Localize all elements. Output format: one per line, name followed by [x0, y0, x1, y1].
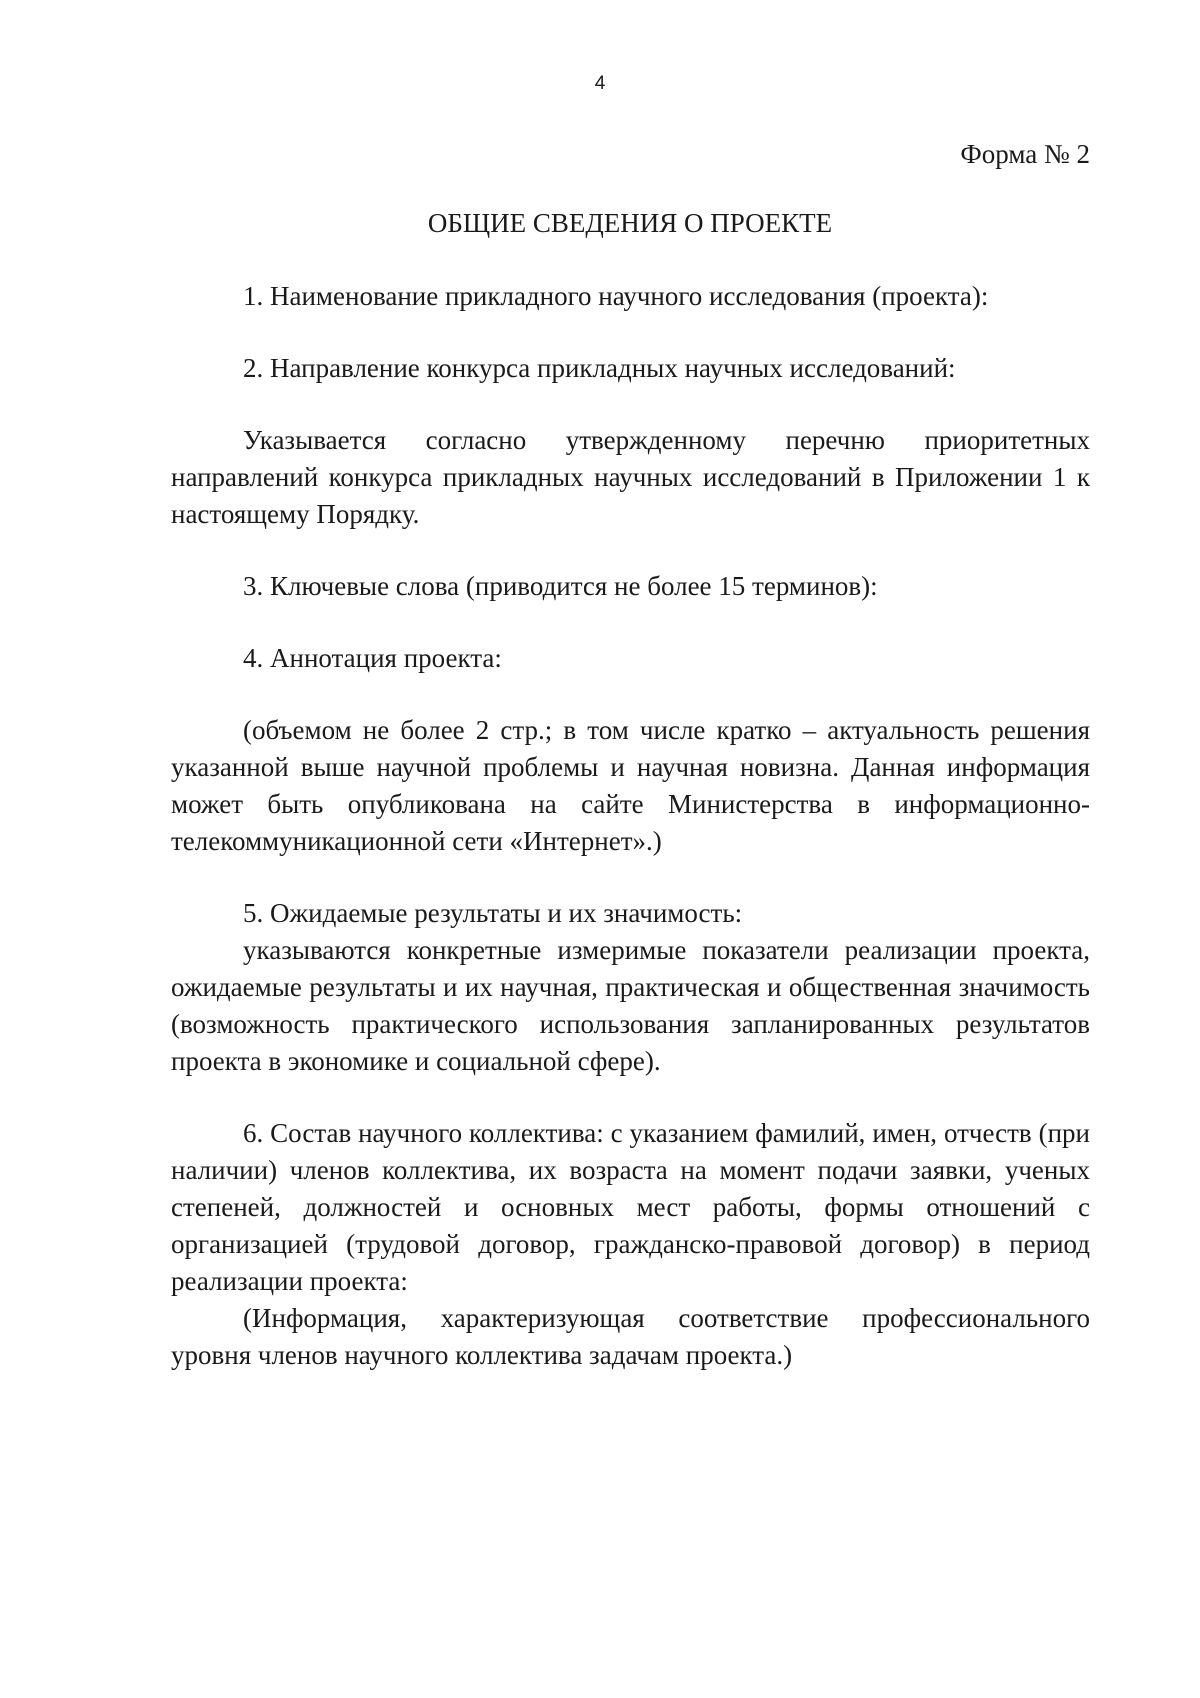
- section-5-note: указываются конкретные измеримые показатели реализации проекта, ожидаемые результаты и их научная, практическая и общественная значимость (возможность практического использования запланированных результатов проекта в экономике и социальной сфере).: [171, 935, 1090, 1076]
- document-body: [171, 278, 1090, 1374]
- section-6-heading: 6. Состав научного коллектива: с указанием фамилий, имен, отчеств (при наличии) членов коллектива, их возраста на момент подачи заявки, ученых степеней, должностей и основных мест работы, формы отношений с организацией (трудовой договор, гражданско-правовой договор) в период реализации проекта:: [171, 1118, 1090, 1296]
- section-4-heading: 4. Аннотация проекта:: [243, 643, 502, 673]
- section-5-heading: 5. Ожидаемые результаты и их значимость:: [243, 898, 743, 928]
- section-6-note: (Информация, характеризующая соответствие профессионального уровня членов научного коллектива задачам проекта.): [171, 1303, 1090, 1370]
- section-1-heading: 1. Наименование прикладного научного исследования (проекта):: [243, 281, 989, 311]
- section-3-heading: 3. Ключевые слова (приводится не более 15 терминов):: [243, 571, 878, 601]
- section-4-note: (объемом не более 2 стр.; в том числе кратко – актуальность решения указанной выше научной проблемы и научная новизна. Данная информация может быть опубликована на сайте Министерства в информационно-телекоммуникационной сети «Интернет».): [171, 715, 1090, 856]
- section-2-heading: 2. Направление конкурса прикладных научных исследований:: [243, 353, 956, 383]
- page-number: 4: [594, 73, 606, 94]
- form-label: Форма № 2: [960, 139, 1090, 169]
- section-2-note: Указывается согласно утвержденному перечню приоритетных направлений конкурса прикладных научных исследований в Приложении 1 к настоящему Порядку.: [171, 425, 1090, 529]
- document-title: ОБЩИЕ СВЕДЕНИЯ О ПРОЕКТЕ: [427, 208, 833, 238]
